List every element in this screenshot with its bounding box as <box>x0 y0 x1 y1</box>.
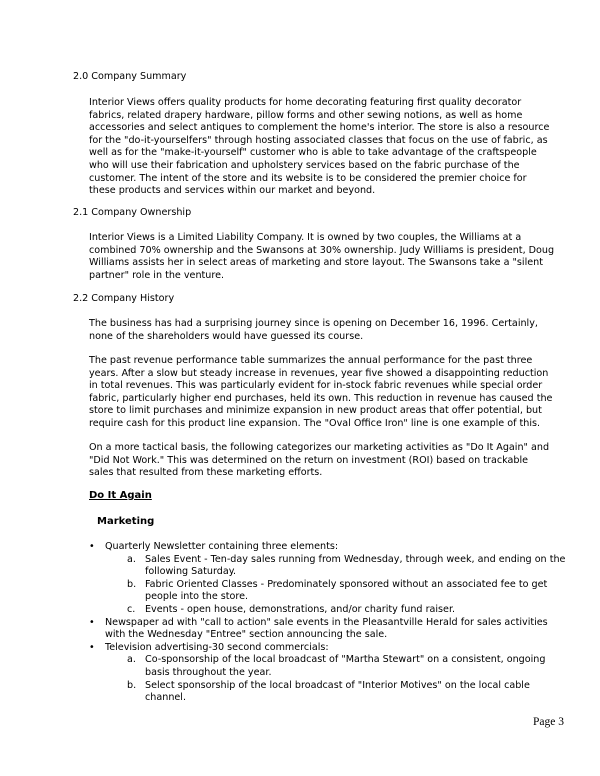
sub-list <box>105 654 569 704</box>
marketing-activity-list <box>89 541 569 705</box>
company-history-paragraph-2: The past revenue performance table summarizes the annual performance for the past three years. After a slow but steady increase in revenues, year five showed a disappointing reduction in total revenues. This was particularly evident for in-stock fabric revenues while special order fabric, particularly higher end purchases, held its own. This reduction in revenue has caused the store to limit purchases and minimize expansion in new product areas that offer potential, but require cash for this product line expansion. The "Oval Office Iron" line is one example of this. <box>89 355 553 429</box>
sub-list-item-text: Co-sponsorship of the local broadcast of "Martha Stewart" on a consistent, ongoing basis throughout the year. <box>145 654 546 678</box>
list-item <box>89 541 569 617</box>
sub-list-item <box>105 579 569 604</box>
list-item-text: Newspaper ad with "call to action" sale events in the Pleasantville Herald for sales activities with the Wednesday "Entree" section announcing the sale. <box>105 616 548 641</box>
list-item-text: Television advertising-30 second commercials: <box>105 641 329 653</box>
section-heading-company-summary: 2.0 Company Summary <box>73 71 187 82</box>
section-heading-company-history: 2.2 Company History <box>73 293 175 304</box>
company-summary-paragraph: Interior Views offers quality products for home decorating featuring first quality decorator fabrics, related drapery hardware, pillow forms and other sewing notions, as well as home accessories and select antiques to complement the home's interior. The store is also a resource for the "do-it-yourselfers" through hosting associated classes that focus on the use of fabric, as well as for the "make-it-yourself" customer who is able to take advantage of the craftspeople who will use their fabrication and upholstery services based on the fabric purchase of the customer. The intent of the store and its website is to be considered the premier choice for these products and services within our market and beyond. <box>89 97 550 197</box>
sub-list-letter: b. <box>127 679 137 691</box>
list-item-text: Quarterly Newsletter containing three elements: <box>105 541 339 552</box>
list-item <box>89 617 569 642</box>
company-history-paragraph-1: The business has had a surprising journey since is opening on December 16, 1996. Certainly, none of the shareholders would have guessed its course. <box>89 318 538 342</box>
section-heading-company-ownership: 2.1 Company Ownership <box>73 207 192 218</box>
sub-list-letter: b. <box>127 578 137 590</box>
sub-list-item-text: Fabric Oriented Classes - Predominately sponsored without an associated fee to get people into the store. <box>145 578 548 603</box>
sub-list-item-text: Events - open house, demonstrations, and/or charity fund raiser. <box>145 603 456 615</box>
sub-list-item-text: Select sponsorship of the local broadcast of "Interior Motives" on the local cable channel. <box>145 679 530 704</box>
sub-list <box>105 554 569 617</box>
marketing-subheading: Marketing <box>97 516 155 527</box>
sub-list-item <box>105 554 569 579</box>
sub-list-letter: a. <box>127 553 136 565</box>
sub-list-item <box>105 680 569 705</box>
sub-list-letter: c. <box>127 603 136 615</box>
list-item <box>89 642 569 705</box>
sub-list-letter: a. <box>127 654 136 666</box>
do-it-again-heading: Do It Again <box>89 490 152 501</box>
sub-list-item-text: Sales Event - Ten-day sales running from Wednesday, through week, and ending on the following Saturday. <box>145 553 566 578</box>
company-ownership-paragraph: Interior Views is a Limited Liability Company. It is owned by two couples, the Williams at a combined 70% ownership and the Swansons at 30% ownership. Judy Williams is president, Doug Williams assists her in select areas of marketing and store layout. The Swansons take a "silent partner" role in the venture. <box>89 232 555 281</box>
company-history-paragraph-3: On a more tactical basis, the following categorizes our marketing activities as "Do It Again" and "Did Not Work." This was determined on the return on investment (ROI) based on trackable sales that resulted from these marketing efforts. <box>89 442 550 479</box>
sub-list-item <box>105 604 569 617</box>
sub-list-item <box>105 654 569 679</box>
page-number: Page 3 <box>533 716 564 728</box>
